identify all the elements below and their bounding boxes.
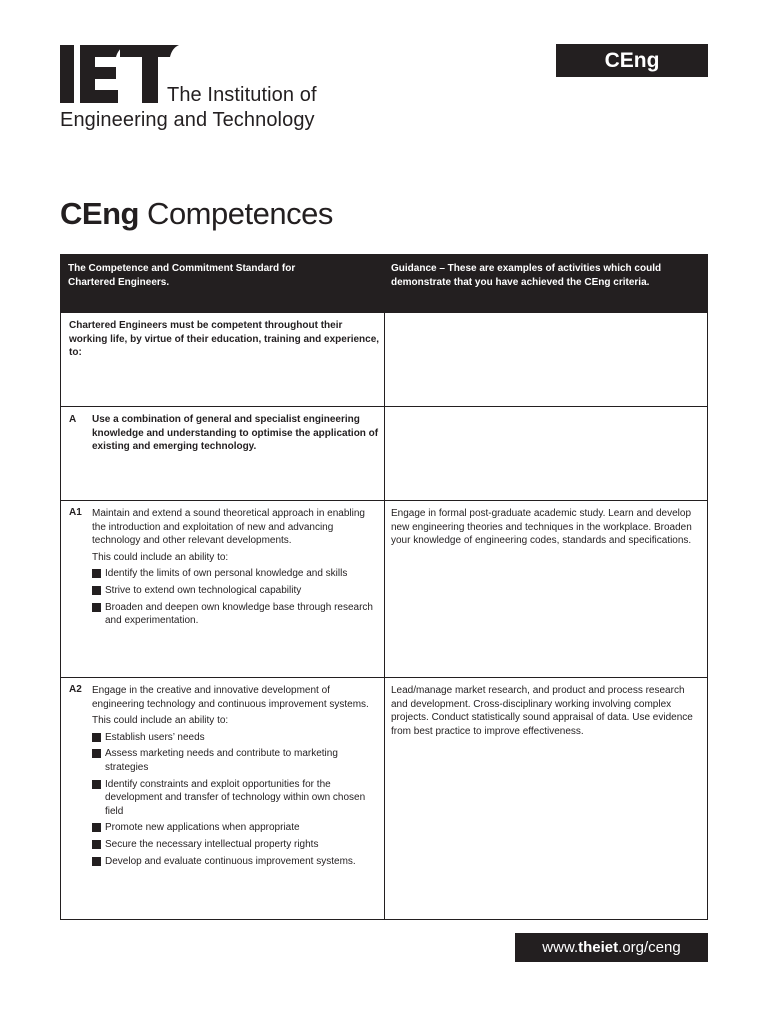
bullet-square-icon: [92, 603, 101, 612]
intro-text: Chartered Engineers must be competent throughout their working life, by virtue of their education, training and experience, to:: [69, 320, 380, 359]
title-rest: Competences: [138, 196, 333, 231]
iet-logo: [60, 43, 360, 138]
bullet-square-icon: [92, 733, 101, 742]
a1-lead: This could include an ability to:: [92, 551, 229, 563]
competence-table: [60, 254, 708, 919]
list-item: Establish users’ needs: [92, 731, 381, 745]
table-row-a1: [60, 501, 708, 678]
a1-text: Maintain and extend a sound theoretical approach in enabling the introduction and exploitation of new and advancing technology and other relevant developments.: [92, 508, 365, 547]
a2-text: Engage in the creative and innovative development of engineering technology and continuous improvement systems.: [92, 685, 369, 710]
ceng-badge: CEng: [556, 44, 708, 77]
table-row-a2: [60, 678, 708, 920]
a2-guidance: Lead/manage market research, and product and process research and development. Cross-disciplinary working involving complex projects. Conduct statistically sound appraisal of data. Use evidence from best practice to improve effectiveness.: [391, 685, 693, 737]
row-code: A: [69, 414, 77, 425]
logo-text-line2: Engineering and Technology: [60, 109, 315, 131]
bullet-square-icon: [92, 823, 101, 832]
a2-bullets: [92, 731, 381, 868]
bullet-square-icon: [92, 749, 101, 758]
table-row-intro: [60, 313, 708, 407]
section-a-text: Use a combination of general and specialist engineering knowledge and understanding to optimise the application of existing and emerging technology.: [92, 414, 379, 453]
table-row-section-a: [60, 407, 708, 501]
header-guidance: Guidance – These are examples of activities which could demonstrate that you have achieved the CEng criteria.: [391, 263, 662, 288]
list-item: Identify constraints and exploit opportunities for the development and transfer of technology within own chosen field: [92, 778, 381, 819]
row-code: A2: [69, 684, 82, 695]
bullet-square-icon: [92, 569, 101, 578]
list-item: Promote new applications when appropriate: [92, 821, 381, 835]
header-standard: The Competence and Commitment Standard for Chartered Engineers.: [68, 263, 296, 288]
bullet-square-icon: [92, 780, 101, 789]
a1-bullets: [92, 567, 381, 627]
row-code: A1: [69, 507, 82, 518]
list-item: Secure the necessary intellectual property rights: [92, 838, 381, 852]
list-item: Identify the limits of own personal knowledge and skills: [92, 567, 381, 581]
page-title: [60, 196, 333, 232]
list-item: Develop and evaluate continuous improvement systems.: [92, 855, 381, 869]
logo-text-line1: The Institution of: [167, 84, 317, 106]
a2-lead: This could include an ability to:: [92, 715, 229, 727]
website-link[interactable]: www.theiet.org/ceng: [515, 933, 708, 962]
a1-guidance: Engage in formal post-graduate academic study. Learn and develop new engineering theories and techniques in the workplace. Broaden your knowledge of engineering codes, standards and specifications.: [391, 508, 692, 547]
list-item: Strive to extend own technological capability: [92, 584, 381, 598]
bullet-square-icon: [92, 857, 101, 866]
table-header: [60, 254, 708, 313]
title-bold: CEng: [60, 196, 139, 231]
bullet-square-icon: [92, 840, 101, 849]
iet-logo-mark: [60, 43, 180, 105]
list-item: Broaden and deepen own knowledge base through research and experimentation.: [92, 601, 381, 628]
list-item: Assess marketing needs and contribute to marketing strategies: [92, 747, 381, 774]
bullet-square-icon: [92, 586, 101, 595]
